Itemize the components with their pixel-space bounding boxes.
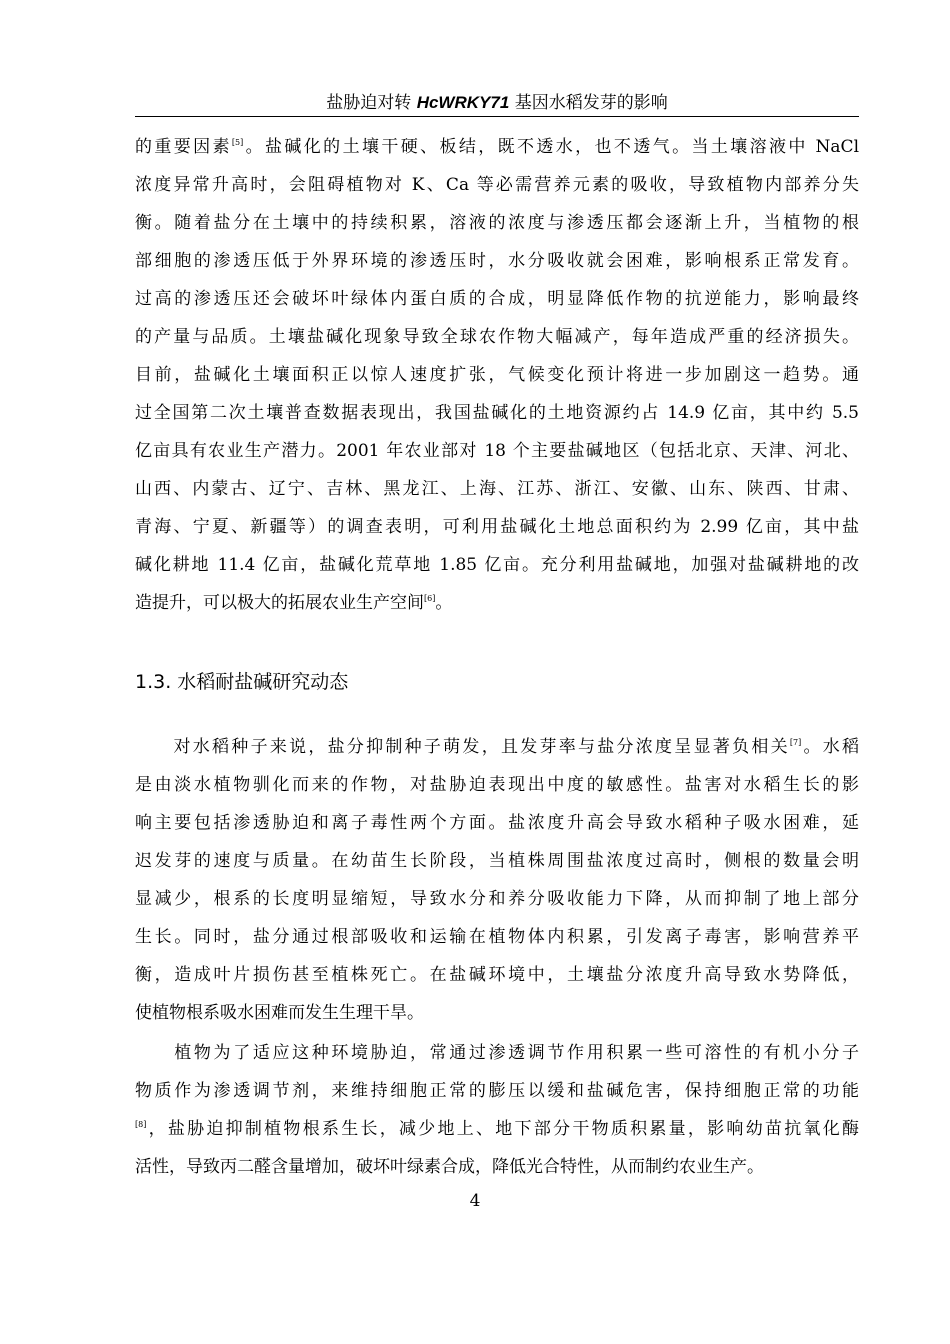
text-line: 的产量与品质。土壤盐碱化现象导致全球农作物大幅减产，每年造成严重的经济损失。 (135, 327, 859, 347)
citation: [6] (424, 594, 436, 603)
header-title-suffix: 基因水稻发芽的影响 (509, 93, 668, 113)
text-line: 衡。随着盐分在土壤中的持续积累，溶液的浓度与渗透压都会逐渐上升，当植物的根 (135, 213, 859, 233)
text-line: [8]，盐胁迫抑制植物根系生长，减少地上、地下部分干物质积累量，影响幼苗抗氧化酶 (135, 1119, 859, 1139)
header-rule (135, 116, 859, 117)
text-line: 亿亩具有农业生产潜力。2001 年农业部对 18 个主要盐碱地区（包括北京、天津、河北、 (135, 441, 859, 461)
text-line: 是由淡水植物驯化而来的作物，对盐胁迫表现出中度的敏感性。盐害对水稻生长的影 (135, 775, 859, 795)
section-heading: 1.3. 水稻耐盐碱研究动态 (135, 671, 349, 693)
text-line: 浓度异常升高时，会阻碍植物对 K、Ca 等必需营养元素的吸收，导致植物内部养分失 (135, 175, 859, 195)
citation: [8] (135, 1120, 147, 1129)
gene-name: HcWRKY71 (416, 93, 510, 112)
text-line: 青海、宁夏、新疆等）的调查表明，可利用盐碱化土地总面积约为 2.99 亿亩，其中盐 (135, 517, 859, 537)
text-line: 过全国第二次土壤普查数据表现出，我国盐碱化的土地资源约占 14.9 亿亩，其中约 5.5 (135, 403, 859, 423)
text-line: 显减少，根系的长度明显缩短，导致水分和养分吸收能力下降，从而抑制了地上部分 (135, 889, 859, 909)
text-line: 对水稻种子来说，盐分抑制种子萌发，且发芽率与盐分浓度呈显著负相关[7]。水稻 (135, 737, 860, 757)
text-line: 响主要包括渗透胁迫和离子毒性两个方面。盐浓度升高会导致水稻种子吸水困难，延 (135, 813, 859, 833)
text-line: 活性，导致丙二醛含量增加，破坏叶绿素合成，降低光合特性，从而制约农业生产。 (135, 1157, 764, 1177)
text-line: 衡，造成叶片损伤甚至植株死亡。在盐碱环境中，土壤盐分浓度升高导致水势降低， (135, 965, 859, 985)
text-line: 造提升，可以极大的拓展农业生产空间[6]。 (135, 593, 453, 613)
text-line: 部细胞的渗透压低于外界环境的渗透压时，水分吸收就会困难，影响根系正常发育。 (135, 251, 859, 271)
page-number: 4 (469, 1191, 481, 1211)
text-line: 植物为了适应这种环境胁迫，常通过渗透调节作用积累一些可溶性的有机小分子 (135, 1043, 859, 1063)
text-line: 物质作为渗透调节剂，来维持细胞正常的膨压以缓和盐碱危害，保持细胞正常的功能 (135, 1081, 859, 1101)
text-line: 的重要因素[5]。盐碱化的土壤干硬、板结，既不透水，也不透气。当土壤溶液中 NaCl (135, 137, 860, 157)
text-line: 山西、内蒙古、辽宁、吉林、黑龙江、上海、江苏、浙江、安徽、山东、陕西、甘肃、 (135, 479, 859, 499)
running-header (135, 92, 859, 114)
text-line: 过高的渗透压还会破坏叶绿体内蛋白质的合成，明显降低作物的抗逆能力，影响最终 (135, 289, 859, 309)
text-line: 目前，盐碱化土壤面积正以惊人速度扩张，气候变化预计将进一步加剧这一趋势。通 (135, 365, 859, 385)
header-title-prefix: 盐胁迫对转 (326, 93, 417, 113)
citation: [7] (789, 738, 802, 747)
text-line: 迟发芽的速度与质量。在幼苗生长阶段，当植株周围盐浓度过高时，侧根的数量会明 (135, 851, 859, 871)
text-line: 碱化耕地 11.4 亿亩，盐碱化荒草地 1.85 亿亩。充分利用盐碱地，加强对盐碱耕地的改 (135, 555, 859, 575)
text-line: 使植物根系吸水困难而发生生理干旱。 (135, 1003, 424, 1023)
text-line: 生长。同时，盐分通过根部吸收和运输在植物体内积累，引发离子毒害，影响营养平 (135, 927, 859, 947)
citation: [5] (231, 138, 244, 147)
